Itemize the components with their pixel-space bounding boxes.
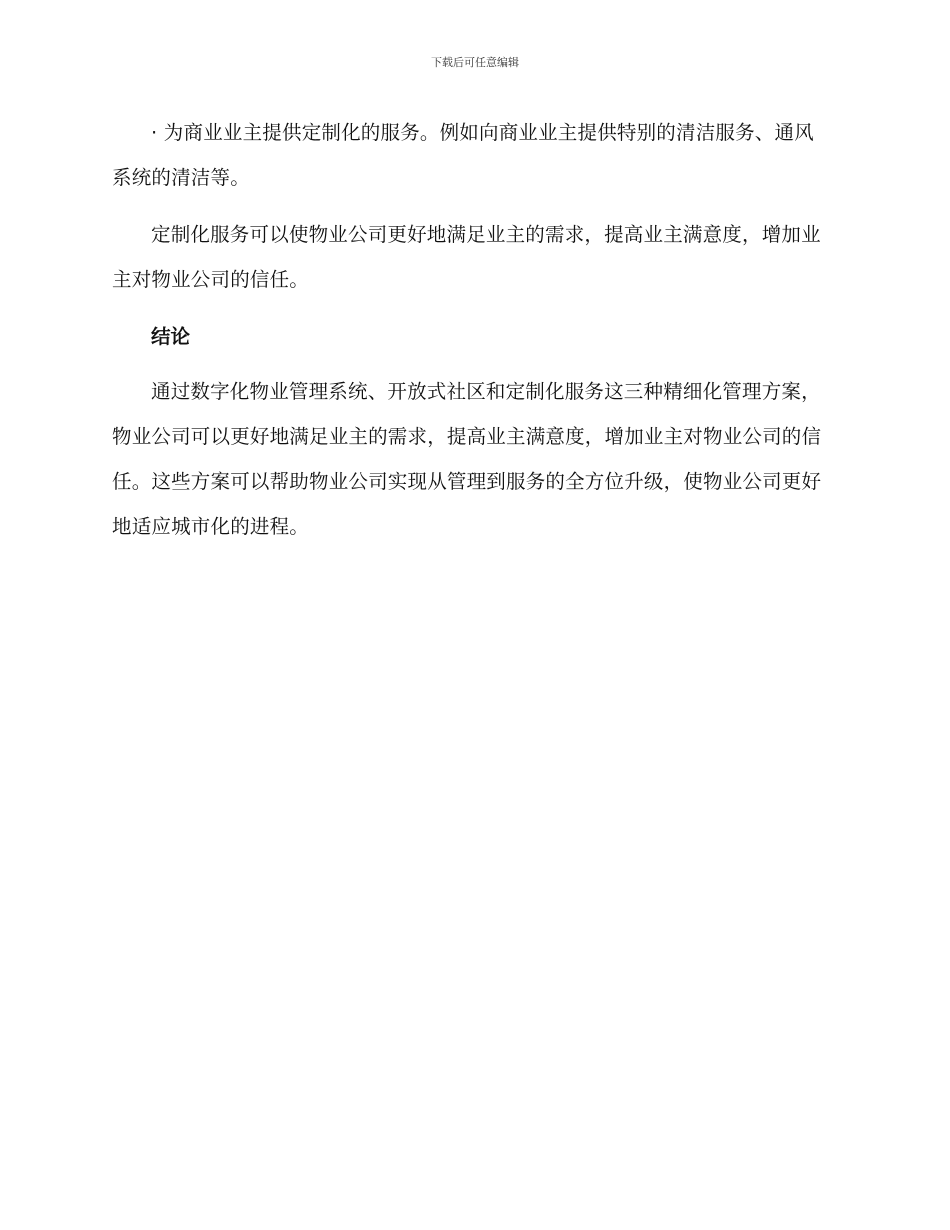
document-body <box>112 110 832 561</box>
conclusion-paragraph: 通过数字化物业管理系统、开放式社区和定制化服务这三种精细化管理方案，物业公司可以更好地满足业主的需求，提高业主满意度，增加业主对物业公司的信任。这些方案可以帮助物业公司实现从管理到服务的全方位升级，使物业公司更好地适应城市化的进程。 <box>112 380 822 538</box>
page-header: 下载后可任意编辑 <box>431 56 519 69</box>
section-heading: 结论 <box>151 325 191 348</box>
bullet-paragraph: · 为商业业主提供定制化的服务。例如向商业业主提供特别的清洁服务、通风系统的清洁等。 <box>112 121 814 189</box>
body-paragraph: 定制化服务可以使物业公司更好地满足业主的需求，提高业主满意度，增加业主对物业公司的信任。 <box>112 223 821 291</box>
